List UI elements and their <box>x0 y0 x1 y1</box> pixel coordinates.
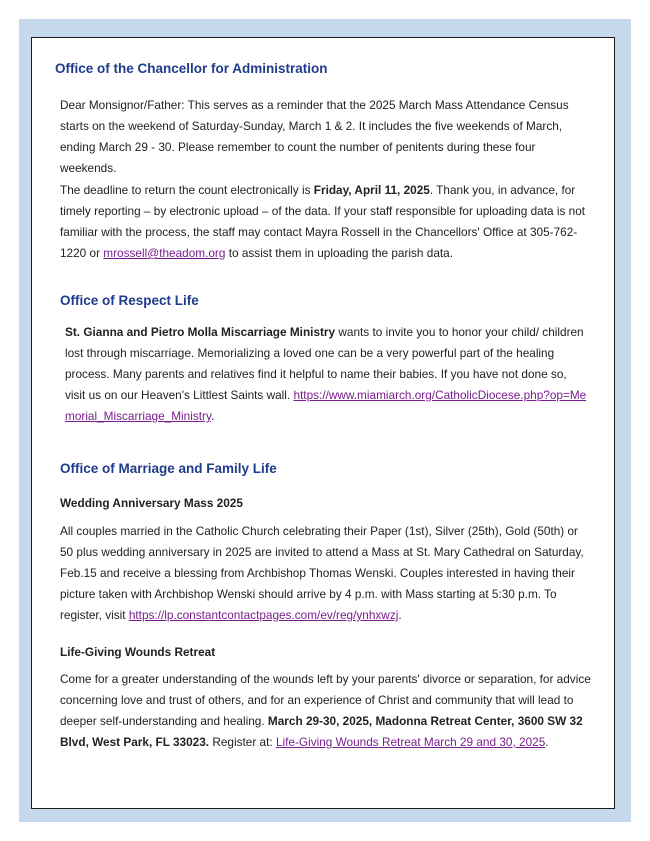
retreat-paragraph <box>60 669 592 753</box>
chancellor-deadline-paragraph <box>60 180 590 264</box>
text: Register at: <box>209 735 276 749</box>
text: . <box>398 608 402 622</box>
text: . Thank you, in advance, for timely reporting – by electronic upload – of the data. If your staff responsible for uploading data is not familiar with the process, the staff may contact Mayra Rossell in the Chancellors' Office at 305-762-1220 or <box>60 183 586 260</box>
text: . <box>210 409 215 423</box>
chancellor-census-paragraph: Dear Monsignor/Father: This serves as a reminder that the 2025 March Mass Attendance Census starts on the weekend of Saturday-Sunday, March 1 & 2. It includes the five weekends of March, ending March 29 - 30. Please remember to count the number of penitents during these four weekends. <box>60 98 569 175</box>
email-link[interactable]: mrossell@theadom.org <box>103 246 226 260</box>
marriage-section-title: Office of Marriage and Family Life <box>60 461 277 476</box>
anniversary-mass-paragraph <box>60 521 590 626</box>
text: Come for a greater understanding of the wounds left by your parents' divorce or separation, for advice concerning love and trust of others, and for an experience of Christ and community that will lead to deeper self-understanding and healing. <box>60 672 591 728</box>
text: The deadline to return the count electronically is <box>60 183 314 197</box>
chancellor-section-title: Office of the Chancellor for Administration <box>55 61 328 76</box>
text: . <box>545 735 549 749</box>
anniversary-registration-link[interactable]: https://lp.constantcontactpages.com/ev/reg/ynhxwzj <box>128 608 399 622</box>
text: to assist them in uploading the parish data. <box>225 246 453 260</box>
retreat-date-location: March 29-30, 2025, Madonna Retreat Center, 3600 SW 32 Blvd, West Park, FL 33023. <box>60 714 583 749</box>
respect-life-section-title: Office of Respect Life <box>60 293 199 308</box>
ministry-name: St. Gianna and Pietro Molla Miscarriage Ministry <box>65 325 336 339</box>
retreat-registration-link[interactable]: Life-Giving Wounds Retreat March 29 and 30, 2025 <box>275 735 546 749</box>
retreat-title: Life-Giving Wounds Retreat <box>60 645 216 659</box>
anniversary-mass-title: Wedding Anniversary Mass 2025 <box>60 496 243 510</box>
memorial-ministry-link[interactable]: https://www.miamiarch.org/CatholicDiocese.php?op=Memorial_Miscarriage_Ministry <box>65 388 587 423</box>
text: All couples married in the Catholic Church celebrating their Paper (1st), Silver (25th), Gold (50th) or 50 plus wedding anniversary in 2025 are invited to attend a Mass at St. Mary Cathedral on Saturday, Feb.15 and receive a blessing from Archbishop Thomas Wenski. Couples interested in having their picture taken with Archbishop Wenski should arrive by 4 p.m. with Mass starting at 5:30 p.m. To register, visit <box>60 524 584 622</box>
text: wants to invite you to honor your child/ children lost through miscarriage. Memorializing a loved one can be a very powerful part of the healing process. Many parents and relatives find it helpful to name their babies. If you have not done so, visit us on our Heaven's Littlest Saints wall. <box>65 325 584 402</box>
miscarriage-ministry-paragraph <box>65 322 587 427</box>
deadline-date: Friday, April 11, 2025 <box>313 183 430 197</box>
